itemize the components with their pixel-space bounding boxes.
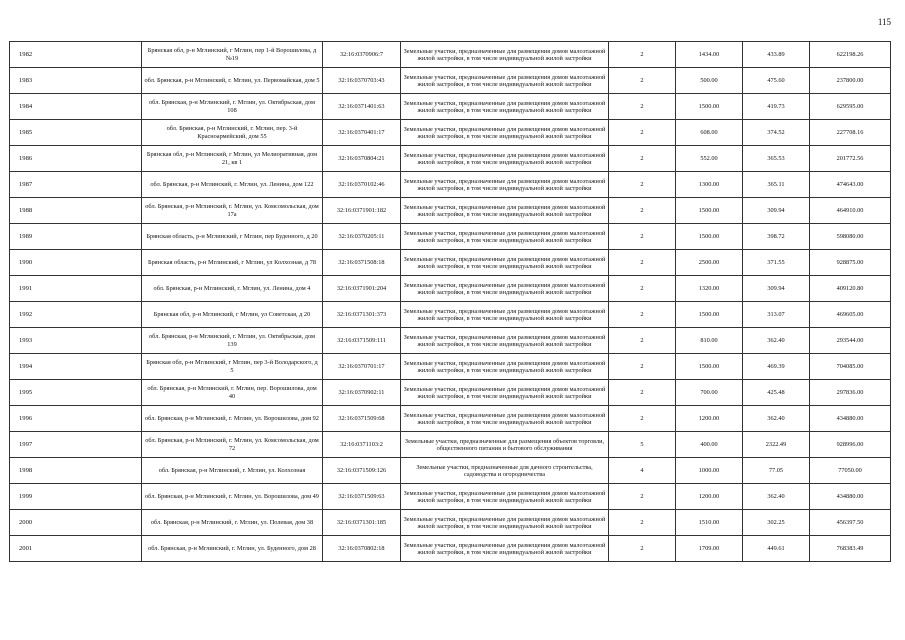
cadastral-value-cell: 409120.80 <box>810 276 891 302</box>
cadastral-value-cell: 77050.00 <box>810 458 891 484</box>
specific-value-cell: 433.89 <box>743 42 810 68</box>
specific-value-cell: 302.25 <box>743 510 810 536</box>
specific-value-cell: 449.61 <box>743 536 810 562</box>
area-cell: 1320.00 <box>676 276 743 302</box>
group-code-cell: 2 <box>609 536 676 562</box>
cadastral-number-cell: 32:16:0371509:63 <box>323 484 401 510</box>
area-cell: 1510.00 <box>676 510 743 536</box>
row-number: 1999 <box>10 484 142 510</box>
group-code-cell: 2 <box>609 224 676 250</box>
area-cell: 1200.00 <box>676 406 743 432</box>
address-cell: Брянская обл, р-н Мглинский, г Мглин, пер 1-й Ворошилова, д №19 <box>142 42 323 68</box>
land-use-cell: Земельные участки, предназначенные для размещения объектов торговли, общественного питания и бытового обслуживания <box>401 432 609 458</box>
row-number: 1992 <box>10 302 142 328</box>
cadastral-number-cell: 32:16:0371509:111 <box>323 328 401 354</box>
table-row <box>10 406 891 432</box>
address-cell: обл. Брянская, р-н Мглинский, г. Мглин, ул. Первомайская, дом 5 <box>142 68 323 94</box>
table-body <box>10 42 891 562</box>
area-cell: 1500.00 <box>676 94 743 120</box>
cadastral-number-cell: 32:16:0371508:18 <box>323 250 401 276</box>
address-cell: обл. Брянская, р-н Мглинский, г. Мглин, пер. Ворошилова, дом 40 <box>142 380 323 406</box>
table-row <box>10 146 891 172</box>
area-cell: 608.00 <box>676 120 743 146</box>
specific-value-cell: 374.52 <box>743 120 810 146</box>
row-number: 1983 <box>10 68 142 94</box>
cadastral-number-cell: 32:16:0371509:126 <box>323 458 401 484</box>
table-row <box>10 198 891 224</box>
specific-value-cell: 365.11 <box>743 172 810 198</box>
cadastral-number-cell: 32:16:0371401:63 <box>323 94 401 120</box>
land-use-cell: Земельные участки, предназначенные для размещения домов малоэтажной жилой застройки, в том числе индивидуальной жилой застройки <box>401 146 609 172</box>
land-use-cell: Земельные участки, предназначенные для размещения домов малоэтажной жилой застройки, в том числе индивидуальной жилой застройки <box>401 276 609 302</box>
cadastral-value-cell: 237800.00 <box>810 68 891 94</box>
area-cell: 1434.00 <box>676 42 743 68</box>
group-code-cell: 4 <box>609 458 676 484</box>
table-row <box>10 510 891 536</box>
specific-value-cell: 2322.49 <box>743 432 810 458</box>
area-cell: 552.00 <box>676 146 743 172</box>
table-row <box>10 94 891 120</box>
specific-value-cell: 365.53 <box>743 146 810 172</box>
area-cell: 2500.00 <box>676 250 743 276</box>
row-number: 1987 <box>10 172 142 198</box>
table-row <box>10 536 891 562</box>
group-code-cell: 2 <box>609 276 676 302</box>
table-row <box>10 120 891 146</box>
area-cell: 1000.00 <box>676 458 743 484</box>
cadastral-value-cell: 928996.00 <box>810 432 891 458</box>
cadastral-value-cell: 434880.00 <box>810 484 891 510</box>
cadastral-number-cell: 32:16:0371901:204 <box>323 276 401 302</box>
row-number: 2000 <box>10 510 142 536</box>
row-number: 1998 <box>10 458 142 484</box>
address-cell: Брянская область, р-н Мглинский, г Мглин, ул Колхозная, д 78 <box>142 250 323 276</box>
row-number: 1996 <box>10 406 142 432</box>
group-code-cell: 2 <box>609 406 676 432</box>
cadastral-value-cell: 456397.50 <box>810 510 891 536</box>
land-use-cell: Земельные участки, предназначенные для размещения домов малоэтажной жилой застройки, в том числе индивидуальной жилой застройки <box>401 302 609 328</box>
specific-value-cell: 309.94 <box>743 276 810 302</box>
land-use-cell: Земельные участки, предназначенные для дачного строительства, садоводства и огородничества <box>401 458 609 484</box>
address-cell: обл. Брянская, р-н Мглинский, г. Мглин, ул. Комсомольская, дом 17а <box>142 198 323 224</box>
row-number: 1997 <box>10 432 142 458</box>
cadastral-number-cell: 32:16:0371103:2 <box>323 432 401 458</box>
cadastral-value-cell: 434880.00 <box>810 406 891 432</box>
table-row <box>10 42 891 68</box>
specific-value-cell: 309.94 <box>743 198 810 224</box>
specific-value-cell: 398.72 <box>743 224 810 250</box>
row-number: 1993 <box>10 328 142 354</box>
cadastral-number-cell: 32:16:0370804:21 <box>323 146 401 172</box>
cadastral-number-cell: 32:16:0370906:7 <box>323 42 401 68</box>
group-code-cell: 2 <box>609 354 676 380</box>
table-row <box>10 276 891 302</box>
group-code-cell: 2 <box>609 328 676 354</box>
specific-value-cell: 419.73 <box>743 94 810 120</box>
row-number: 2001 <box>10 536 142 562</box>
table-row <box>10 250 891 276</box>
cadastral-value-cell: 227708.16 <box>810 120 891 146</box>
cadastral-value-cell: 928875.00 <box>810 250 891 276</box>
cadastral-number-cell: 32:16:0370802:18 <box>323 536 401 562</box>
row-number: 1991 <box>10 276 142 302</box>
address-cell: обл. Брянская, р-н Мглинский, г. Мглин, пер. 3-й Красноармейский, дом 55 <box>142 120 323 146</box>
group-code-cell: 2 <box>609 42 676 68</box>
area-cell: 1500.00 <box>676 198 743 224</box>
land-use-cell: Земельные участки, предназначенные для размещения домов малоэтажной жилой застройки, в том числе индивидуальной жилой застройки <box>401 354 609 380</box>
cadastral-value-table <box>9 41 891 562</box>
cadastral-value-cell: 469605.00 <box>810 302 891 328</box>
area-cell: 700.00 <box>676 380 743 406</box>
table-row <box>10 302 891 328</box>
land-use-cell: Земельные участки, предназначенные для размещения домов малоэтажной жилой застройки, в том числе индивидуальной жилой застройки <box>401 406 609 432</box>
row-number: 1984 <box>10 94 142 120</box>
specific-value-cell: 469.39 <box>743 354 810 380</box>
row-number: 1995 <box>10 380 142 406</box>
area-cell: 400.00 <box>676 432 743 458</box>
cadastral-value-cell: 464910.00 <box>810 198 891 224</box>
specific-value-cell: 371.55 <box>743 250 810 276</box>
group-code-cell: 2 <box>609 510 676 536</box>
area-cell: 1500.00 <box>676 224 743 250</box>
table-row <box>10 380 891 406</box>
group-code-cell: 2 <box>609 484 676 510</box>
cadastral-number-cell: 32:16:0371301:373 <box>323 302 401 328</box>
address-cell: обл. Брянская, р-н Мглинский, г. Мглин, ул. Октябрьская, дом 139 <box>142 328 323 354</box>
cadastral-number-cell: 32:16:0371509:68 <box>323 406 401 432</box>
row-number: 1994 <box>10 354 142 380</box>
cadastral-number-cell: 32:16:0371901:182 <box>323 198 401 224</box>
address-cell: обл. Брянская, р-н Мглинский, г. Мглин, ул. Комсомольская, дом 72 <box>142 432 323 458</box>
area-cell: 1200.00 <box>676 484 743 510</box>
group-code-cell: 5 <box>609 432 676 458</box>
land-use-cell: Земельные участки, предназначенные для размещения домов малоэтажной жилой застройки, в том числе индивидуальной жилой застройки <box>401 250 609 276</box>
area-cell: 810.00 <box>676 328 743 354</box>
cadastral-number-cell: 32:16:0370703:43 <box>323 68 401 94</box>
cadastral-value-cell: 598080.00 <box>810 224 891 250</box>
cadastral-number-cell: 32:16:0370902:11 <box>323 380 401 406</box>
land-use-cell: Земельные участки, предназначенные для размещения домов малоэтажной жилой застройки, в том числе индивидуальной жилой застройки <box>401 484 609 510</box>
specific-value-cell: 362.40 <box>743 484 810 510</box>
land-use-cell: Земельные участки, предназначенные для размещения домов малоэтажной жилой застройки, в том числе индивидуальной жилой застройки <box>401 172 609 198</box>
group-code-cell: 2 <box>609 198 676 224</box>
address-cell: обл. Брянская, р-н Мглинский, г. Мглин, ул. Ворошилова, дом 92 <box>142 406 323 432</box>
group-code-cell: 2 <box>609 68 676 94</box>
page-number: 115 <box>877 17 891 27</box>
table-row <box>10 484 891 510</box>
land-use-cell: Земельные участки, предназначенные для размещения домов малоэтажной жилой застройки, в том числе индивидуальной жилой застройки <box>401 42 609 68</box>
cadastral-value-cell: 768383.49 <box>810 536 891 562</box>
row-number: 1988 <box>10 198 142 224</box>
table-row <box>10 68 891 94</box>
cadastral-value-cell: 293544.00 <box>810 328 891 354</box>
land-use-cell: Земельные участки, предназначенные для размещения домов малоэтажной жилой застройки, в том числе индивидуальной жилой застройки <box>401 120 609 146</box>
table-row <box>10 432 891 458</box>
group-code-cell: 2 <box>609 172 676 198</box>
group-code-cell: 2 <box>609 94 676 120</box>
area-cell: 1500.00 <box>676 302 743 328</box>
land-use-cell: Земельные участки, предназначенные для размещения домов малоэтажной жилой застройки, в том числе индивидуальной жилой застройки <box>401 224 609 250</box>
table-row <box>10 458 891 484</box>
address-cell: обл. Брянская, р-н Мглинский, г. Мглин, ул. Ленина, дом 4 <box>142 276 323 302</box>
area-cell: 1300.00 <box>676 172 743 198</box>
address-cell: обл. Брянская, р-н Мглинский, г. Мглин, ул. Ворошилова, дом 49 <box>142 484 323 510</box>
area-cell: 500.00 <box>676 68 743 94</box>
cadastral-value-cell: 201772.56 <box>810 146 891 172</box>
row-number: 1990 <box>10 250 142 276</box>
cadastral-number-cell: 32:16:0370701:17 <box>323 354 401 380</box>
cadastral-number-cell: 32:16:0371301:185 <box>323 510 401 536</box>
address-cell: обл. Брянская, р-н Мглинский, г. Мглин, ул. Октябрьская, дом 108 <box>142 94 323 120</box>
address-cell: обл. Брянская, р-н Мглинский, г. Мглин, ул. Колхозная <box>142 458 323 484</box>
row-number: 1989 <box>10 224 142 250</box>
specific-value-cell: 425.48 <box>743 380 810 406</box>
group-code-cell: 2 <box>609 380 676 406</box>
land-use-cell: Земельные участки, предназначенные для размещения домов малоэтажной жилой застройки, в том числе индивидуальной жилой застройки <box>401 536 609 562</box>
cadastral-value-cell: 297836.00 <box>810 380 891 406</box>
address-cell: Брянская область, р-н Мглинский, г Мглин, пер Буденного, д 20 <box>142 224 323 250</box>
cadastral-value-cell: 474643.00 <box>810 172 891 198</box>
cadastral-number-cell: 32:16:0370102:46 <box>323 172 401 198</box>
land-use-cell: Земельные участки, предназначенные для размещения домов малоэтажной жилой застройки, в том числе индивидуальной жилой застройки <box>401 380 609 406</box>
group-code-cell: 2 <box>609 302 676 328</box>
land-use-cell: Земельные участки, предназначенные для размещения домов малоэтажной жилой застройки, в том числе индивидуальной жилой застройки <box>401 198 609 224</box>
cadastral-value-cell: 622198.26 <box>810 42 891 68</box>
specific-value-cell: 362.40 <box>743 328 810 354</box>
address-cell: обл. Брянская, р-н Мглинский, г. Мглин, ул. Полевая, дом 38 <box>142 510 323 536</box>
cadastral-number-cell: 32:16:0370205:11 <box>323 224 401 250</box>
row-number: 1985 <box>10 120 142 146</box>
group-code-cell: 2 <box>609 120 676 146</box>
address-cell: Брянская обл, р-н Мглинский, г Мглин, ул Мелиоративная, дом 21, кв 1 <box>142 146 323 172</box>
address-cell: Брянская обл, р-н Мглинский, г Мглин, пер 3-й Володарского, д 5 <box>142 354 323 380</box>
row-number: 1986 <box>10 146 142 172</box>
cadastral-number-cell: 32:16:0370401:17 <box>323 120 401 146</box>
specific-value-cell: 475.60 <box>743 68 810 94</box>
table-row <box>10 172 891 198</box>
specific-value-cell: 313.07 <box>743 302 810 328</box>
land-use-cell: Земельные участки, предназначенные для размещения домов малоэтажной жилой застройки, в том числе индивидуальной жилой застройки <box>401 510 609 536</box>
specific-value-cell: 77.05 <box>743 458 810 484</box>
address-cell: обл. Брянская, р-н Мглинский, г. Мглин, ул. Буденного, дом 28 <box>142 536 323 562</box>
specific-value-cell: 362.40 <box>743 406 810 432</box>
cadastral-value-cell: 704085.00 <box>810 354 891 380</box>
land-use-cell: Земельные участки, предназначенные для размещения домов малоэтажной жилой застройки, в том числе индивидуальной жилой застройки <box>401 68 609 94</box>
address-cell: Брянская обл, р-н Мглинский, г Мглин, ул Советская, д 20 <box>142 302 323 328</box>
land-use-cell: Земельные участки, предназначенные для размещения домов малоэтажной жилой застройки, в том числе индивидуальной жилой застройки <box>401 328 609 354</box>
area-cell: 1500.00 <box>676 354 743 380</box>
address-cell: обл. Брянская, р-н Мглинский, г. Мглин, ул. Ленина, дом 122 <box>142 172 323 198</box>
table-row <box>10 354 891 380</box>
group-code-cell: 2 <box>609 250 676 276</box>
land-use-cell: Земельные участки, предназначенные для размещения домов малоэтажной жилой застройки, в том числе индивидуальной жилой застройки <box>401 94 609 120</box>
row-number: 1982 <box>10 42 142 68</box>
cadastral-value-cell: 629595.00 <box>810 94 891 120</box>
table-row <box>10 224 891 250</box>
area-cell: 1709.00 <box>676 536 743 562</box>
table-row <box>10 328 891 354</box>
group-code-cell: 2 <box>609 146 676 172</box>
